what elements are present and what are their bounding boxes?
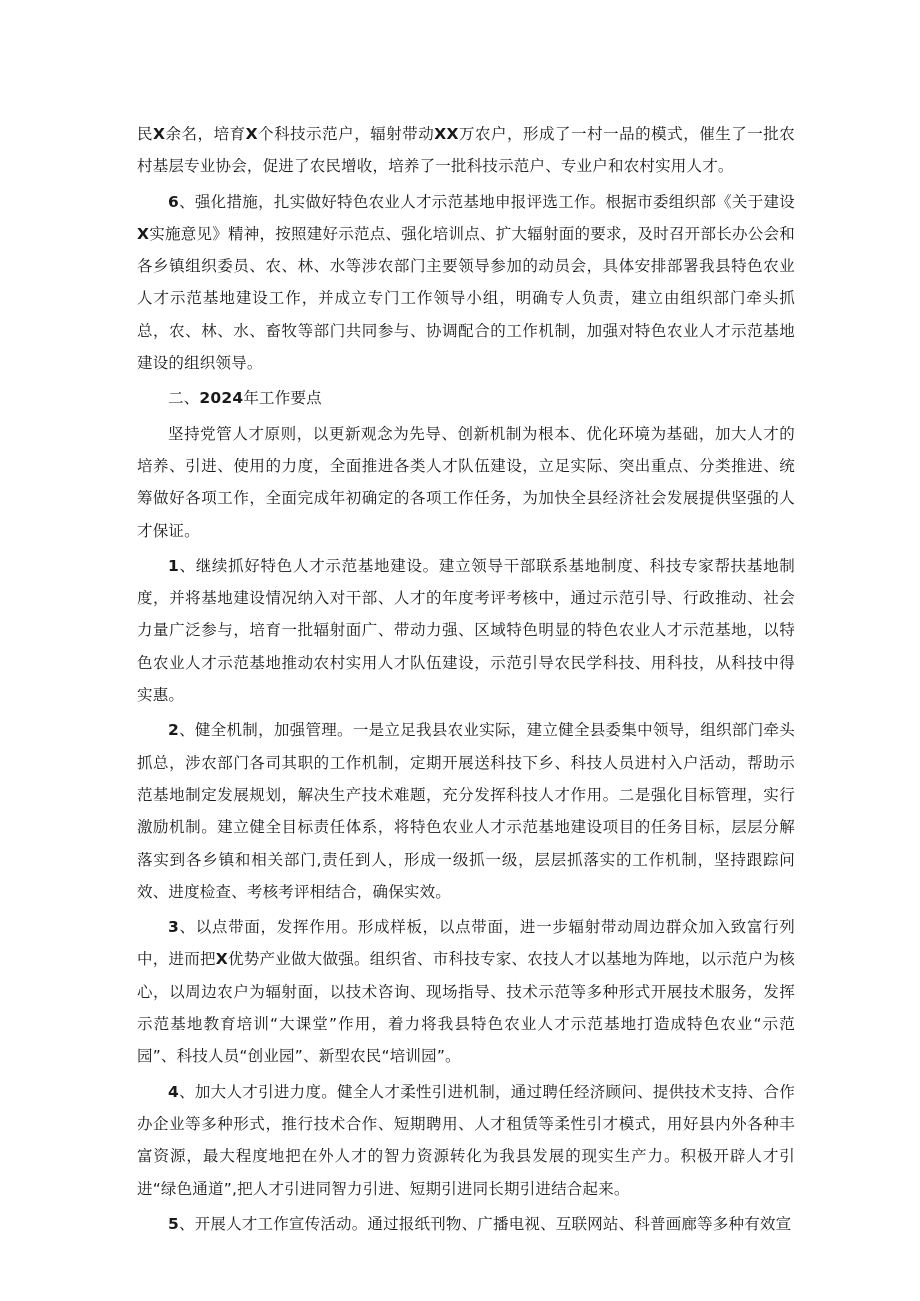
body-text: 实施意见》精神，按照建好示范点、强化培训点、扩大辐射面的要求，及时召开部长办公会和各乡镇组织委员、农、林、水等涉农部门主要领导参加的动员会，具体安排部署我县特色农业人才示范基地建设工作，并成立专门工作领导小组，明确专人负责，建立由组织部门牵头抓总，农、林、水、畜牧等部门共同参与、协调配合的工作机制，加强对特色农业人才示范基地建设的组织领导。 [137,224,795,373]
body-text: 、继续抓好特色人才示范基地建设。建立领导干部联系基地制度、科技专家帮扶基地制度，并将基地建设情况纳入对干部、人才的年度考评考核中，通过示范引导、行政推动、社会力量广泛参与，培育一批辐射面广、带动力强、区域特色明显的特色农业人才示范基地，以特色农业人才示范基地推动农村实用人才队伍建设，示范引导农民学科技、用科技，从科技中得实惠。 [137,556,795,705]
document-body [137,118,795,1243]
body-text: 二、 [168,389,200,408]
body-text: 余名，培育 [165,125,246,143]
body-text: 、以点带面，发挥作用。形成样板，以点带面，进一步辐射带动周边群众加入致富行列中，进而把 [137,918,795,969]
body-text: 、开展人才工作宣传活动。通过报纸刊物、广播电视、互联网站、科普画廊等多种有效宣 [179,1214,792,1233]
paragraph-p0 [137,118,795,183]
bold-text: XX [434,125,459,143]
bold-text: X [215,950,228,969]
paragraph-p3 [137,418,795,547]
bold-text: X [137,224,150,243]
body-text: 年工作要点 [243,389,322,408]
paragraph-p5 [137,714,795,908]
paragraph-p6 [137,911,795,1072]
paragraph-p2 [137,382,795,414]
paragraph-p8 [137,1208,795,1240]
paragraph-p4 [137,550,795,711]
bold-text: 3 [168,918,179,937]
bold-text: 2 [168,721,179,740]
body-text: 民 [137,125,154,143]
body-text: 、加大人才引进力度。健全人才柔性引进机制，通过聘任经济顾问、提供技术支持、合作办企业等多种形式，推行技术合作、短期聘用、人才租赁等柔性引才模式，用好县内外各种丰富资源，最大程度地把在外人才的智力资源转化为我县发展的现实生产力。积极开辟人才引进“绿色通道”,把人才引进同智力引进、短期引进同长期引进结合起来。 [137,1082,795,1198]
bold-text: 1 [168,556,179,575]
bold-text: X [153,125,166,143]
bold-text: 5 [168,1214,179,1233]
body-text: 、健全机制，加强管理。一是立足我县农业实际，建立健全县委集中领导，组织部门牵头抓总，涉农部门各司其职的工作机制，定期开展送科技下乡、科技人员进村入户活动，帮助示范基地制定发展规划，解决生产技术难题，充分发挥科技人才作用。二是强化目标管理，实行激励机制。建立健全目标责任体系，将特色农业人才示范基地建设项目的任务目标，层层分解落实到各乡镇和相关部门,责任到人，形成一级抓一级，层层抓落实的工作机制，坚持跟踪问效、进度检查、考核考评相结合，确保实效。 [137,721,795,901]
bold-text: 4 [168,1082,179,1101]
body-text: 优势产业做大做强。组织省、市科技专家、农技人才以基地为阵地，以示范户为核心，以周边农户为辐射面，以技术咨询、现场指导、技术示范等多种形式开展技术服务，发挥示范基地教育培训“大课堂”作用，着力将我县特色农业人才示范基地打造成特色农业“示范园”、科技人员“创业园”、新型农民“培训园”。 [137,950,795,1066]
body-text: 坚持党管人才原则，以更新观念为先导、创新机制为根本、优化环境为基础，加大人才的培养、引进、使用的力度，全面推进各类人才队伍建设，立足实际、突出重点、分类推进、统筹做好各项工作，全面完成年初确定的各项工作任务，为加快全县经济社会发展提供坚强的人才保证。 [137,424,795,540]
body-text: 万农户，形成了一村一品的模式，催生了一批农村基层专业协会，促进了农民增收，培养了一批科技示范户、专业户和农村实用人才。 [137,125,796,176]
paragraph-p7 [137,1076,795,1205]
body-text: 个科技示范户，辐射带动 [257,125,435,143]
paragraph-p1 [137,186,795,380]
bold-text: 2024 [199,389,244,408]
bold-text: 6 [168,192,179,211]
bold-text: X [245,125,258,143]
body-text: 、强化措施，扎实做好特色农业人才示范基地申报评选工作。根据市委组织部《关于建设 [179,192,795,211]
